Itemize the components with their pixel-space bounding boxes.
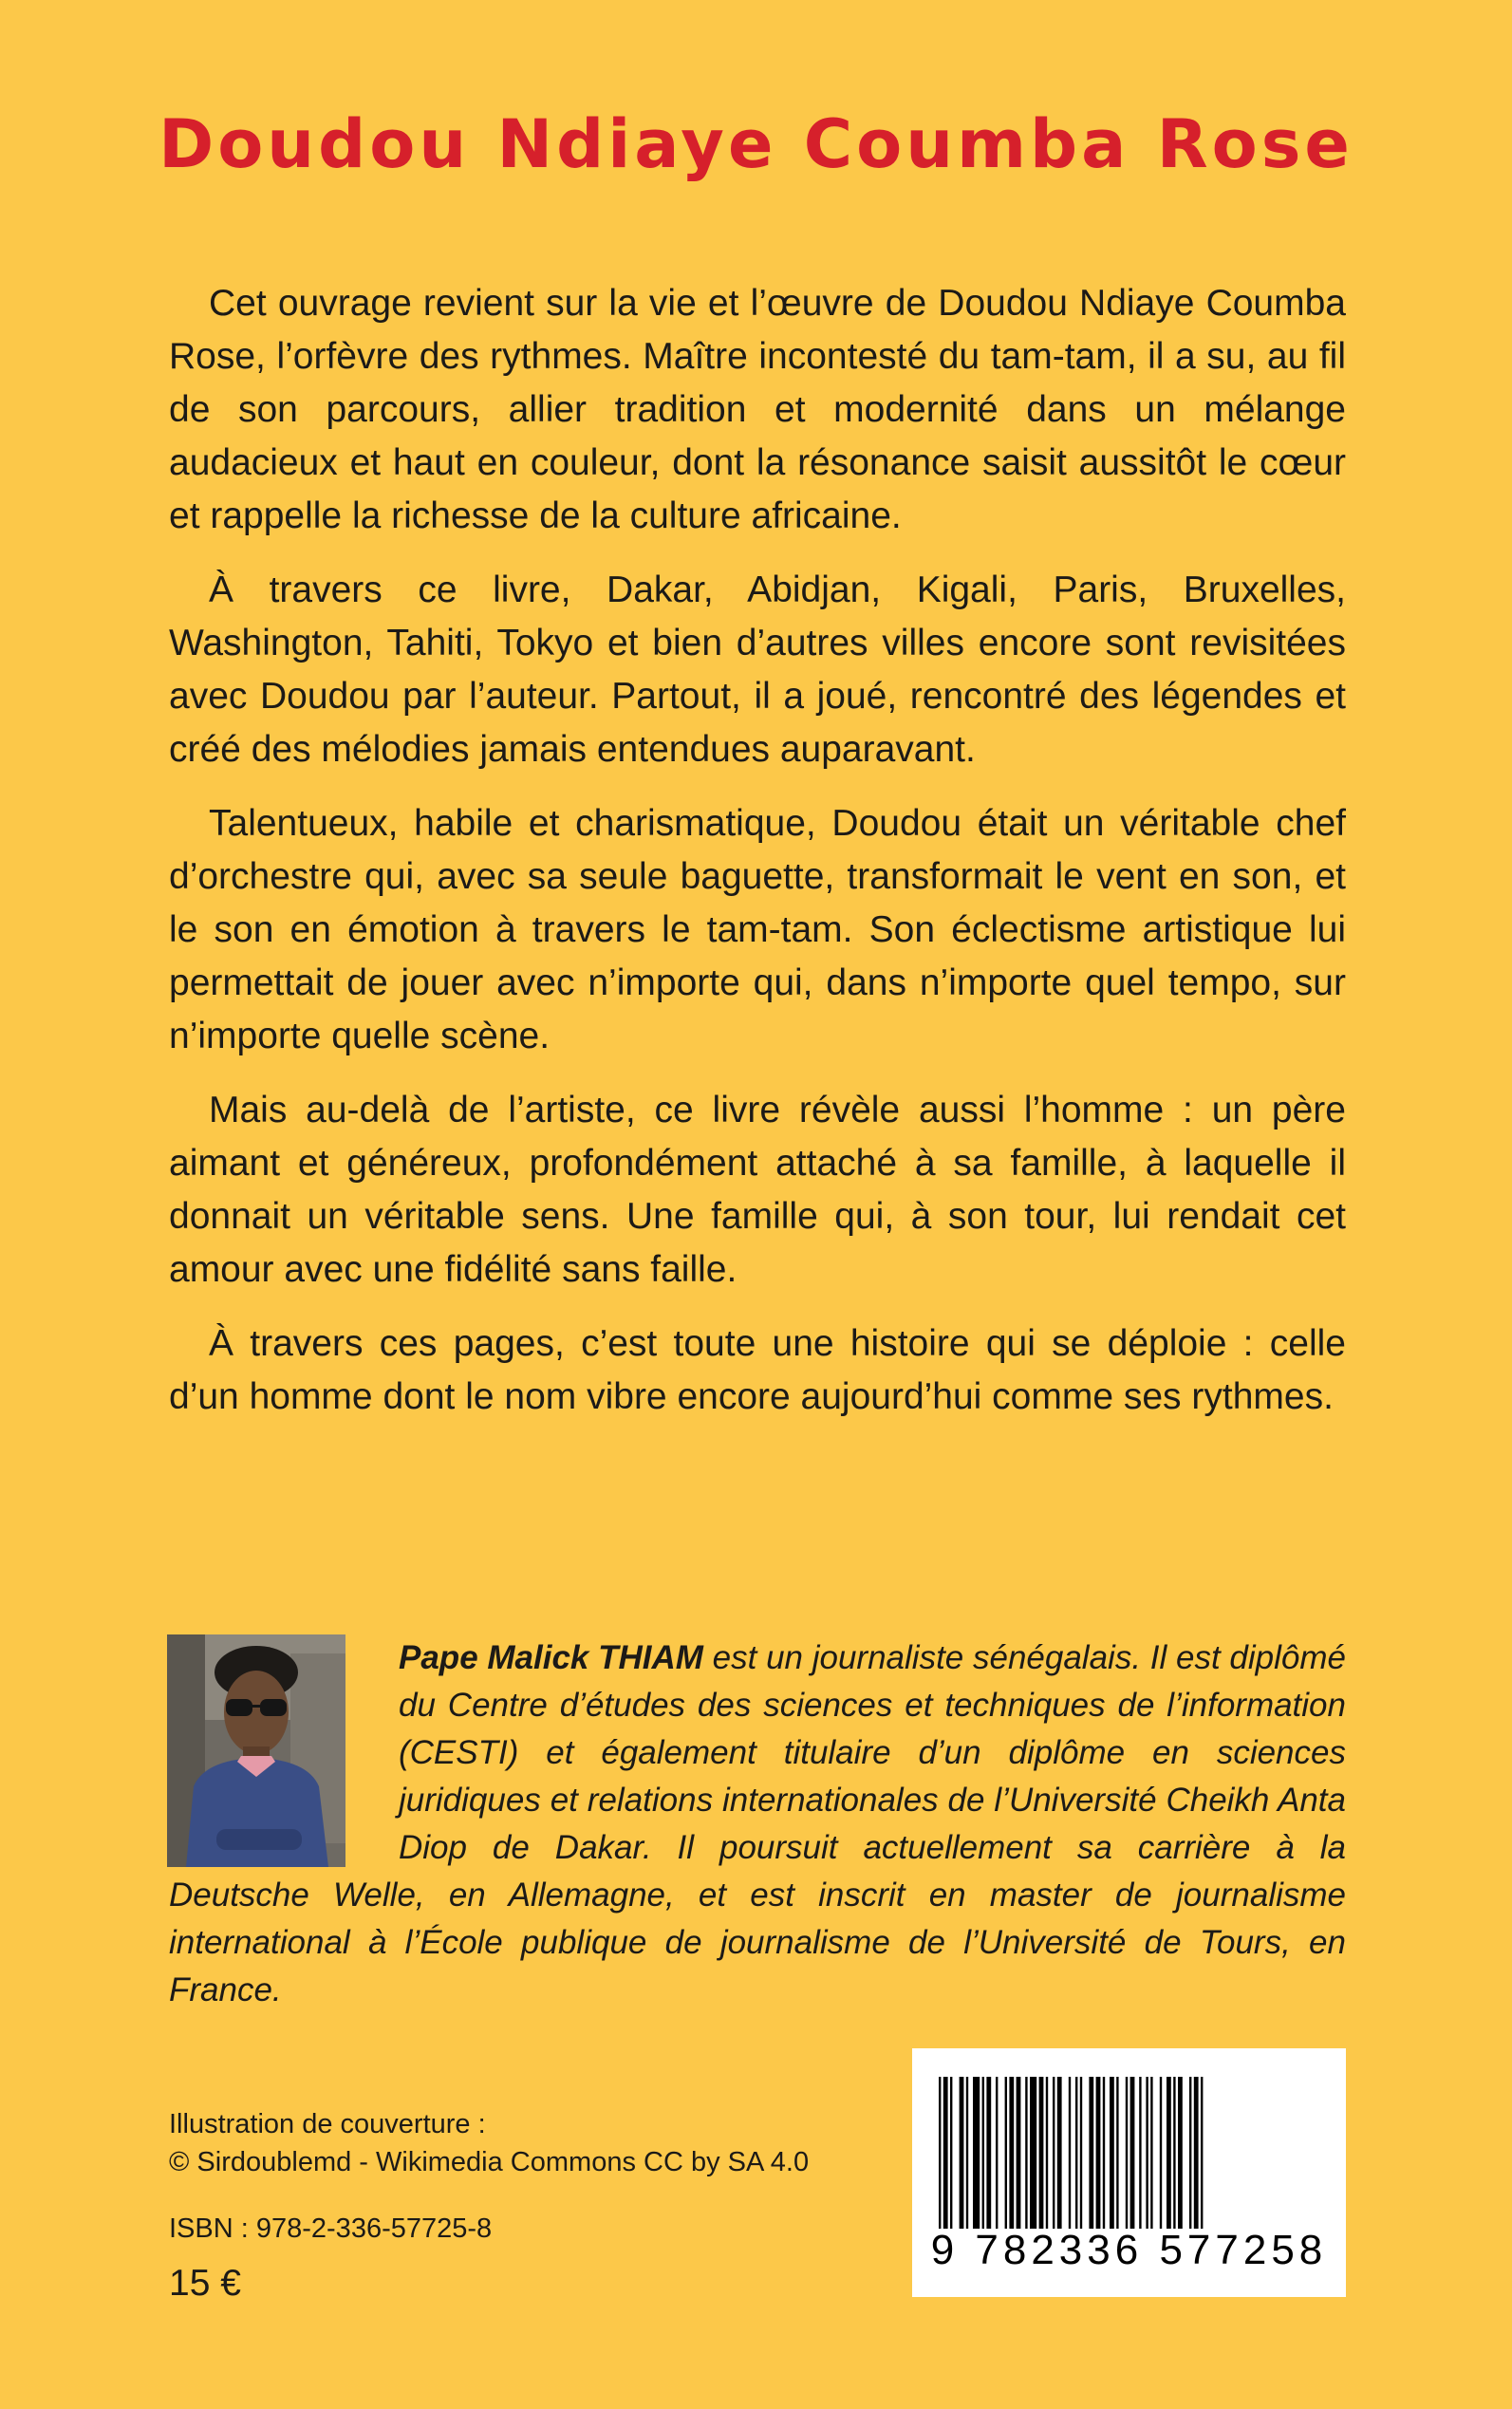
barcode-bar: [1173, 2077, 1175, 2229]
author-bio-text: est un journaliste sénégalais. Il est diplômé du Centre d’études des sciences et techniques de l’information (CESTI) et également titulaire d’un diplôme en sciences juridiques et relations internationales de l’Université Cheikh Anta Diop de Dakar. Il poursuit actuellement sa carrière à la Deutsche Welle, en Allemagne, et est inscrit en master de journalisme international à l’École publique de journalisme de l’Université de Tours, en France.: [169, 1639, 1346, 2008]
barcode-bar: [1110, 2077, 1114, 2229]
barcode-bar: [1116, 2077, 1118, 2229]
barcode-bar: [1194, 2077, 1199, 2229]
blurb-paragraph: À travers ces pages, c’est toute une histoire qui se déploie : celle d’un homme dont le nom vibre encore aujourd’hui comme ses rythmes.: [169, 1323, 1346, 1417]
barcode-bar: [1089, 2077, 1093, 2229]
barcode-bar: [1005, 2077, 1007, 2229]
barcode-bar: [1025, 2077, 1027, 2229]
credits-source: © Sirdoublemd - Wikimedia Commons CC by SA 4.0: [169, 2147, 810, 2177]
credits-label: Illustration de couverture :: [169, 2109, 486, 2139]
barcode-bar: [950, 2077, 952, 2229]
blurb-paragraph: Mais au-delà de l’artiste, ce livre révèle aussi l’homme : un père aimant et généreux, profondément attaché à sa famille, à laquelle il donnait un véritable sens. Une famille qui, à son tour, lui rendait cet amour avec une fidélité sans faille.: [169, 1090, 1346, 1290]
barcode-bar: [996, 2077, 998, 2229]
barcode-bar: [1146, 2077, 1148, 2229]
barcode-bar: [1160, 2077, 1162, 2229]
barcode-bar: [1096, 2077, 1101, 2229]
barcode-bar: [1069, 2077, 1071, 2229]
barcode-bar: [1009, 2077, 1014, 2229]
barcode-bar: [1057, 2077, 1062, 2229]
barcode-bar: [1103, 2077, 1105, 2229]
barcode-bar: [1150, 2077, 1152, 2229]
barcode-bar: [966, 2077, 968, 2229]
barcode-bar: [973, 2077, 980, 2229]
barcode-bar: [1030, 2077, 1036, 2229]
barcode-bar: [1139, 2077, 1141, 2229]
price: 15 €: [169, 2263, 241, 2304]
book-title: Doudou Ndiaye Coumba Rose: [159, 105, 1353, 183]
barcode-bar: [939, 2077, 941, 2229]
blurb-paragraph: Cet ouvrage revient sur la vie et l’œuvre de Doudou Ndiaye Coumba Rose, l’orfèvre des rythmes. Maître incontesté du tam-tam, il a su, au fil de son parcours, allier tradition et modernité dans un mélange audacieux et haut en couleur, dont la résonance saisit aussitôt le cœur et rappelle la richesse de la culture africaine.: [169, 283, 1346, 536]
blurb-paragraph: À travers ce livre, Dakar, Abidjan, Kigali, Paris, Bruxelles, Washington, Tahiti, Tokyo et bien d’autres villes encore sont revisitées avec Doudou par l’auteur. Partout, il a joué, rencontré des légendes et créé des mélodies jamais entendues auparavant.: [169, 570, 1346, 770]
barcode-bar: [1053, 2077, 1055, 2229]
author-photo: [167, 1634, 345, 1867]
blurb-paragraph: Talentueux, habile et charismatique, Doudou était un véritable chef d’orchestre qui, avec sa seule baguette, transformait le vent en son, et le son en émotion à travers le tam-tam. Son éclectisme artistique lui permettait de jouer avec n’importe qui, dans n’importe quel tempo, sur n’importe quelle scène.: [169, 803, 1346, 1056]
barcode-bar: [1201, 2077, 1203, 2229]
barcode-bar: [960, 2077, 964, 2229]
barcode-bar: [1075, 2077, 1077, 2229]
author-portrait-image: [167, 1634, 345, 1867]
barcode-bar: [986, 2077, 991, 2229]
back-cover-blurb: [169, 277, 1346, 1445]
barcode-bar: [1189, 2077, 1191, 2229]
cover-illustration-credits: [169, 2105, 809, 2181]
barcode-digits: 9 782336 577258: [930, 2227, 1328, 2273]
author-bio: [169, 1634, 1346, 2014]
barcode-bar: [982, 2077, 984, 2229]
barcode-bar: [1167, 2077, 1171, 2229]
barcode-bar: [1017, 2077, 1021, 2229]
barcode-bar: [1046, 2077, 1048, 2229]
barcode: [912, 2048, 1346, 2297]
barcode-bar: [1126, 2077, 1128, 2229]
barcode-bar: [1039, 2077, 1044, 2229]
author-name: Pape Malick THIAM: [399, 1639, 703, 1676]
barcode-bar: [1130, 2077, 1135, 2229]
isbn: ISBN : 978-2-336-57725-8: [169, 2213, 493, 2244]
barcode-bar: [1178, 2077, 1183, 2229]
barcode-bar: [943, 2077, 948, 2229]
barcode-bar: [1080, 2077, 1082, 2229]
